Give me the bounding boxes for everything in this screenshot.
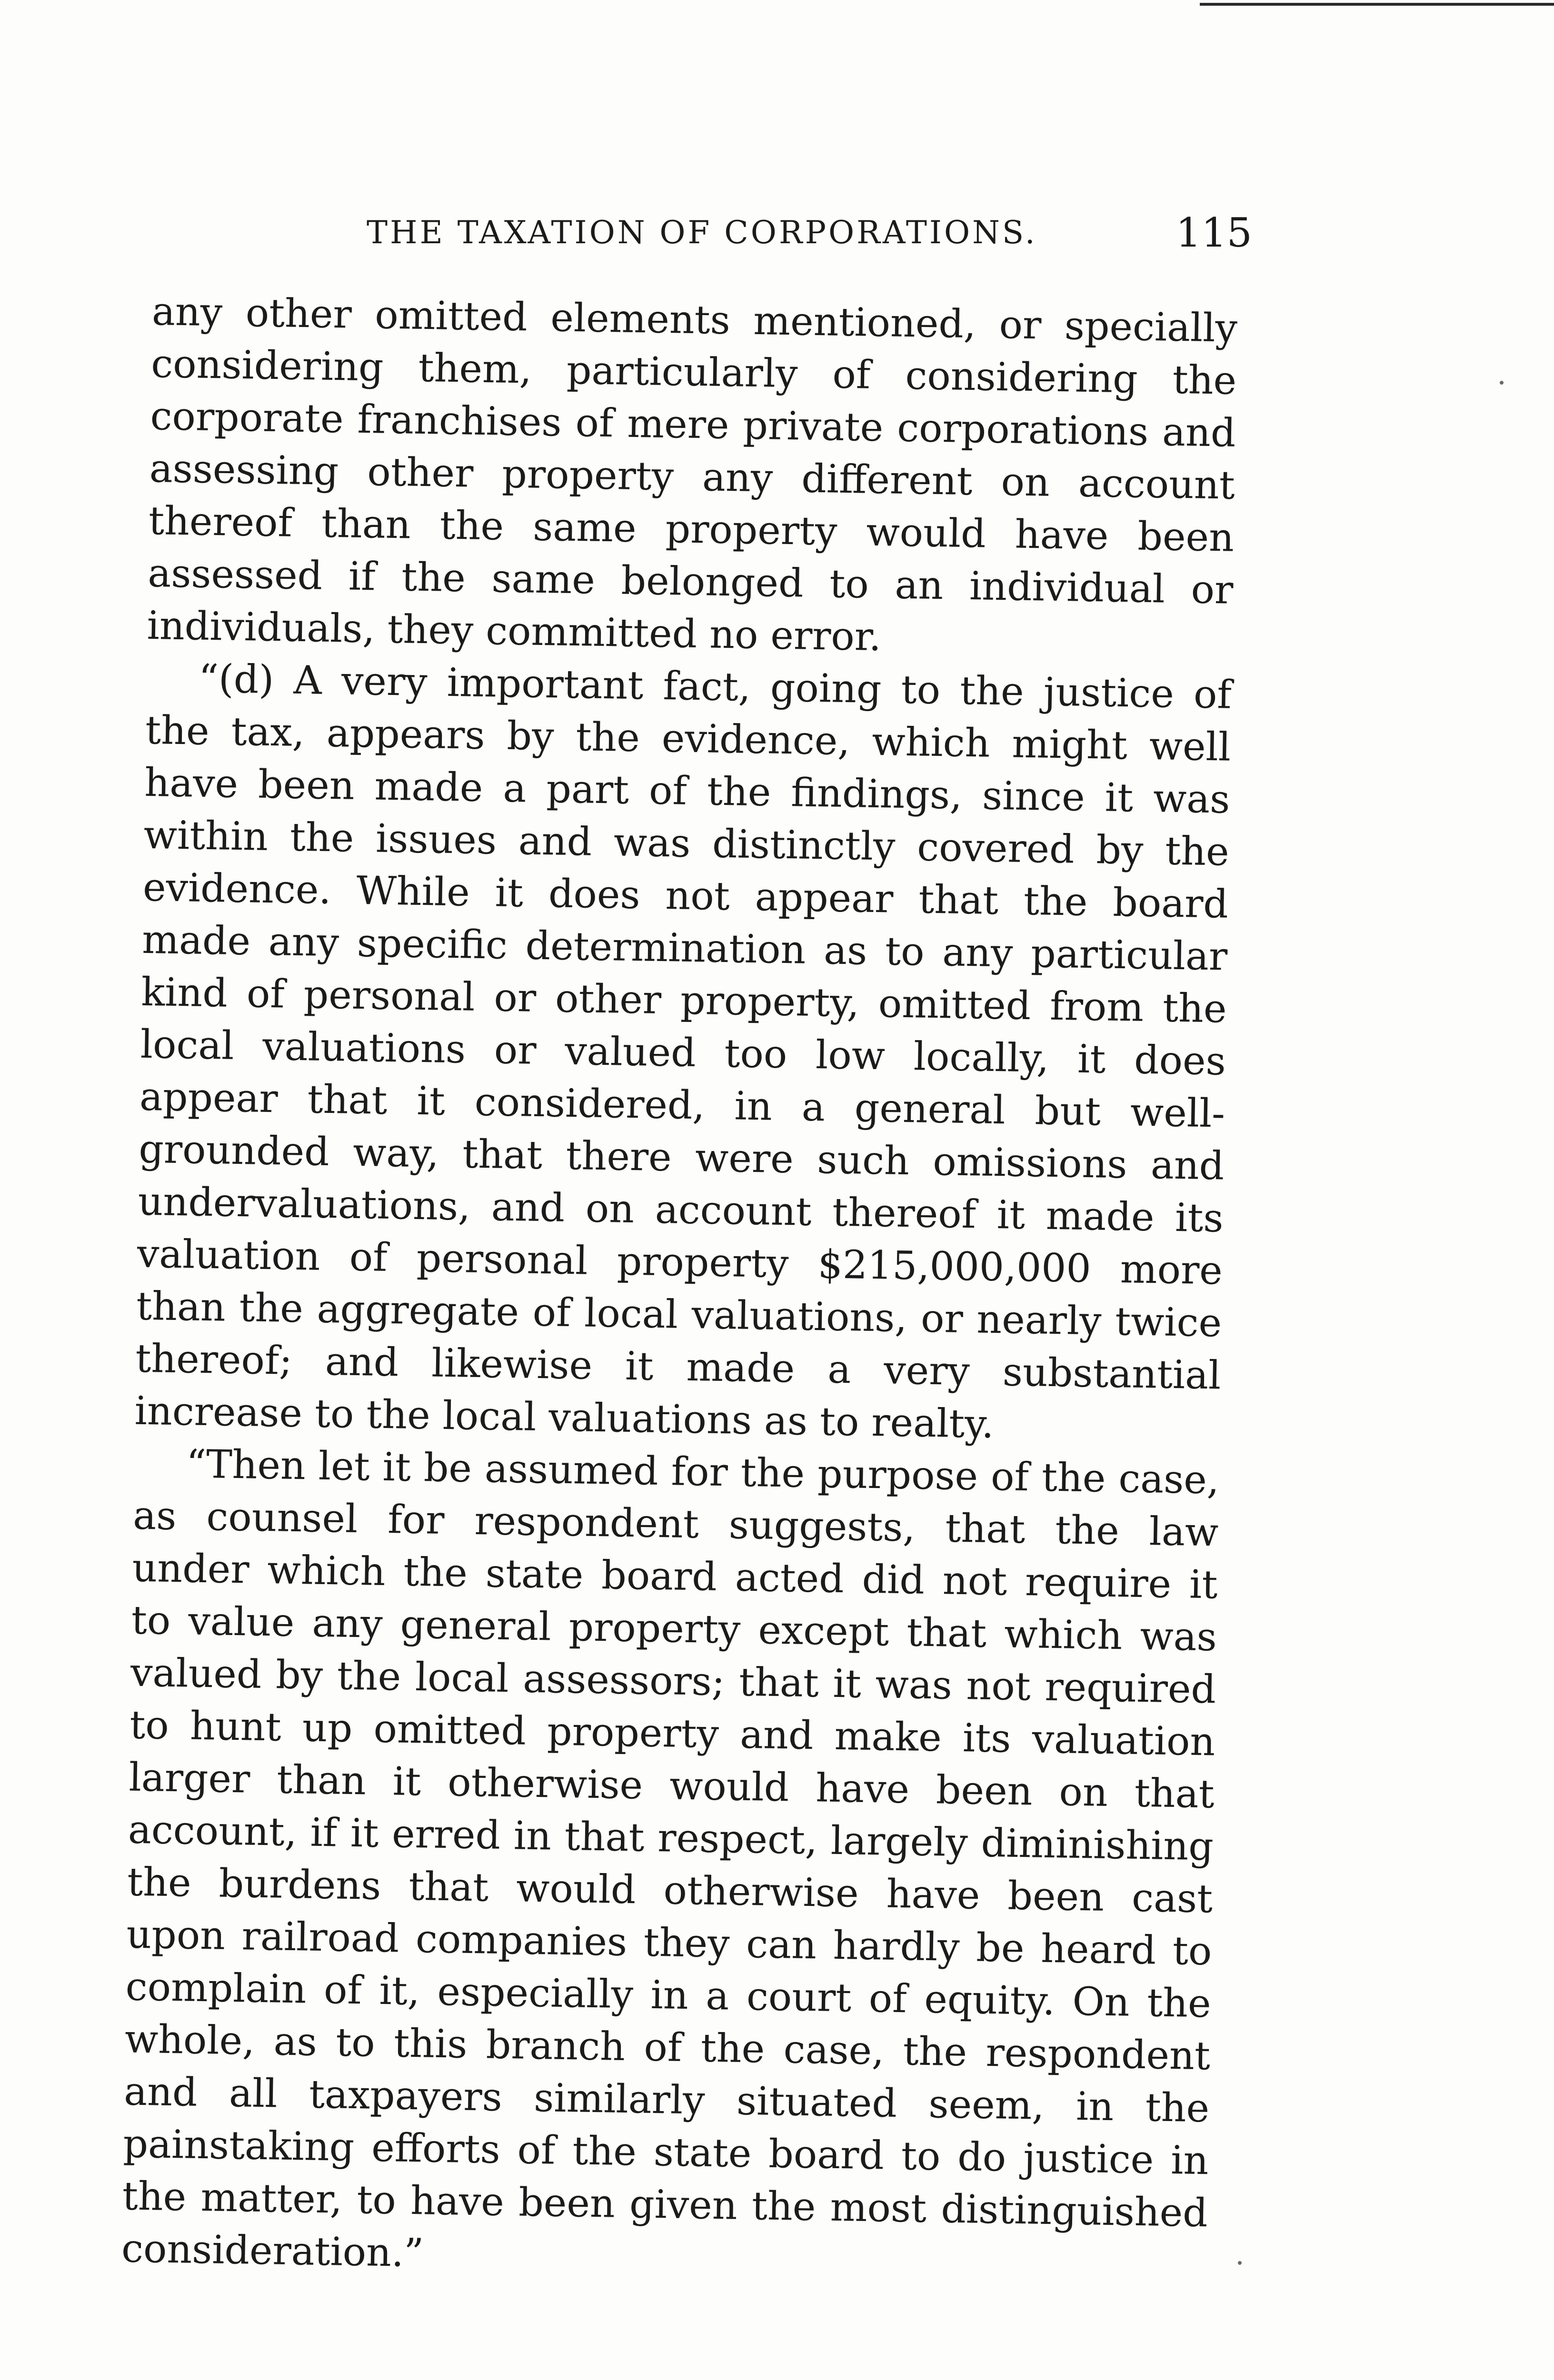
- top-edge-rule: [1200, 3, 1554, 6]
- paragraph-continued: any other omitted elements mentioned, or specially considering them, particularly of considering the corporate franchises of mere private corporations and assessing other property any different on account thereof than the same property would have been assessed if the same belonged to an individual or individuals, they committed no error.: [147, 288, 1238, 660]
- paper-speck: [1500, 381, 1504, 385]
- running-title: THE TAXATION OF CORPORATIONS.: [367, 214, 1037, 251]
- running-head: [162, 209, 1252, 262]
- page-number: 115: [1175, 209, 1252, 256]
- body-text: [121, 286, 1237, 2292]
- paragraph-quote-d: “(d) A very important fact, going to the justice of the tax, appears by the evidence, which might well have been made a part of the findings, since it was within the issues and was distinctly covered by the evidence. While it does not appear that the board made any specific determination as to any particular kind of personal or other property, omitted from the local valuations or valued too low locally, it does appear that it considered, in a general but well-grounded way, that there were such omissions and undervaluations, and on account thereof it made its valuation of personal property $215,000,000 more than the aggregate of local valuations, or nearly twice thereof; and likewise it made a very substantial increase to the local valuations as to realty.: [134, 656, 1232, 1448]
- paper-speck: [1238, 2261, 1242, 2265]
- paragraph-quote-conclusion: “Then let it be assumed for the purpose of the case, as counsel for respondent suggests, that the law under which the state board acted did not require it to value any general property except that which was valued by the local assessors; that it was not required to hunt up omitted property and make its valuation larger than it otherwise would have been on that account, if it erred in that respect, largely diminishing the burdens that would otherwise have been cast upon railroad companies they can hardly be heard to complain of it, especially in a court of equity. On the whole, as to this branch of the case, the respondent and all taxpayers similarly situated seem, in the painstaking efforts of the state board to do justice in the matter, to have been given the most distinguished consideration.”: [121, 1441, 1220, 2276]
